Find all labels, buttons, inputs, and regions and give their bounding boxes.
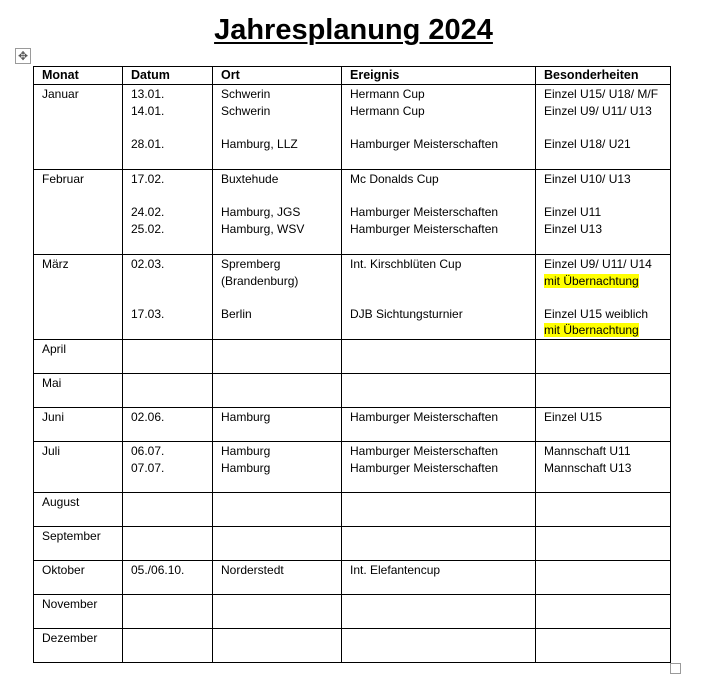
cell-ereignis[interactable]: [342, 527, 536, 561]
cell-besonderheiten[interactable]: [536, 408, 671, 442]
page-title: Jahresplanung 2024: [214, 14, 493, 46]
ort-line: [221, 119, 341, 136]
besonderheiten-text: Einzel U9/ U11/ U13: [544, 103, 652, 118]
besonderheiten-line: [544, 322, 670, 339]
table-row: [34, 408, 671, 442]
cell-ort[interactable]: [213, 340, 342, 374]
column-header-datum: Datum: [123, 67, 213, 85]
ereignis-line: [350, 256, 535, 273]
ort-line: [221, 256, 341, 273]
besonderheiten-line: [544, 171, 670, 188]
ereignis-text: Mc Donalds Cup: [350, 172, 439, 186]
cell-month[interactable]: [34, 493, 123, 527]
besonderheiten-line: [544, 204, 670, 221]
cell-month[interactable]: [34, 408, 123, 442]
datum-line: [131, 188, 212, 205]
ort-line: [221, 306, 341, 323]
cell-ort[interactable]: [213, 629, 342, 663]
ereignis-text: Hermann Cup: [350, 103, 425, 118]
ereignis-text: Int. Elefantencup: [350, 563, 441, 577]
ereignis-line: [350, 136, 535, 153]
month-label: November: [42, 597, 98, 611]
datum-text: 13.01.: [131, 87, 165, 101]
cell-besonderheiten[interactable]: [536, 442, 671, 493]
ereignis-line: [350, 86, 535, 103]
cell-month[interactable]: [34, 374, 123, 408]
month-label: Oktober: [42, 563, 85, 577]
column-header-ereignis: Ereignis: [342, 67, 536, 85]
cell-besonderheiten[interactable]: [536, 374, 671, 408]
besonderheiten-line: [544, 409, 670, 426]
cell-besonderheiten[interactable]: [536, 493, 671, 527]
ereignis-line: [350, 103, 535, 120]
cell-datum[interactable]: [123, 442, 213, 493]
datum-line: [131, 221, 212, 238]
datum-line: [131, 289, 212, 306]
ort-line: [221, 562, 341, 579]
cell-besonderheiten[interactable]: [536, 170, 671, 255]
besonderheiten-text: Mannschaft U11: [544, 444, 631, 458]
month-label: Dezember: [42, 631, 98, 645]
cell-month[interactable]: [34, 340, 123, 374]
datum-line: [131, 443, 212, 460]
ort-line: [221, 136, 341, 153]
cell-ereignis[interactable]: [342, 595, 536, 629]
besonderheiten-line: [544, 188, 670, 205]
cell-datum[interactable]: [123, 561, 213, 595]
month-label: Januar: [42, 87, 79, 101]
ort-text: Hamburg, JGS: [221, 205, 301, 219]
ereignis-line: [350, 171, 535, 188]
cell-ort[interactable]: [213, 493, 342, 527]
ort-line: [221, 171, 341, 188]
ereignis-text: Hamburger Meisterschaften: [350, 221, 499, 236]
cell-datum[interactable]: [123, 527, 213, 561]
besonderheiten-text: Einzel U10/ U13: [544, 172, 631, 186]
ort-text: Hamburg, LLZ: [221, 136, 298, 151]
cell-ort[interactable]: [213, 170, 342, 255]
besonderheiten-line: [544, 256, 670, 273]
ereignis-line: [350, 289, 535, 306]
cell-ort[interactable]: [213, 255, 342, 340]
month-label: August: [42, 495, 80, 509]
header-row: [34, 67, 671, 85]
cell-besonderheiten[interactable]: [536, 85, 671, 170]
cell-month[interactable]: [34, 561, 123, 595]
ort-line: [221, 103, 341, 120]
ereignis-line: [350, 409, 535, 426]
cell-datum[interactable]: [123, 408, 213, 442]
ort-text: Hamburg: [221, 460, 271, 475]
besonderheiten-line: [544, 306, 670, 323]
column-header-ort: Ort: [213, 67, 342, 85]
cell-ereignis[interactable]: [342, 170, 536, 255]
cell-ereignis[interactable]: [342, 629, 536, 663]
ereignis-line: [350, 273, 535, 290]
besonderheiten-text: Einzel U15/ U18/ M/F: [544, 87, 659, 101]
ort-line: [221, 86, 341, 103]
ereignis-line: [350, 119, 535, 136]
cell-ereignis[interactable]: [342, 493, 536, 527]
datum-line: [131, 256, 212, 273]
table-row: [34, 493, 671, 527]
besonderheiten-text: Einzel U13: [544, 221, 603, 236]
ort-line: [221, 204, 341, 221]
datum-line: [131, 562, 212, 579]
datum-line: [131, 119, 212, 136]
besonderheiten-line: [544, 86, 670, 103]
cell-datum[interactable]: [123, 374, 213, 408]
ereignis-text: Hamburger Meisterschaften: [350, 136, 499, 151]
cell-besonderheiten[interactable]: [536, 527, 671, 561]
month-label: Februar: [42, 172, 85, 186]
besonderheiten-text: mit Übernachtung: [544, 323, 639, 337]
ereignis-line: [350, 204, 535, 221]
month-label: April: [42, 342, 67, 356]
ort-text: Hamburg, WSV: [221, 221, 305, 236]
ort-text: Norderstedt: [221, 563, 284, 577]
ereignis-text: DJB Sichtungsturnier: [350, 306, 463, 321]
ereignis-line: [350, 443, 535, 460]
table-resize-handle[interactable]: [670, 663, 681, 674]
besonderheiten-text: Einzel U15 weiblich: [544, 306, 649, 321]
besonderheiten-line: [544, 221, 670, 238]
ereignis-text: Hamburger Meisterschaften: [350, 205, 499, 219]
ereignis-line: [350, 188, 535, 205]
besonderheiten-text: Einzel U9/ U11/ U14: [544, 257, 652, 271]
ereignis-text: Hermann Cup: [350, 87, 425, 101]
datum-line: [131, 86, 212, 103]
ereignis-line: [350, 562, 535, 579]
ort-text: Spremberg: [221, 257, 281, 271]
cell-month[interactable]: [34, 527, 123, 561]
besonderheiten-line: [544, 443, 670, 460]
cell-datum[interactable]: [123, 595, 213, 629]
table-row: [34, 527, 671, 561]
table-row: [34, 442, 671, 493]
month-label: Mai: [42, 376, 62, 390]
ereignis-text: Int. Kirschblüten Cup: [350, 257, 462, 271]
datum-line: [131, 171, 212, 188]
table-row: [34, 374, 671, 408]
table-row: [34, 340, 671, 374]
ort-line: [221, 221, 341, 238]
cell-ort[interactable]: [213, 85, 342, 170]
ereignis-text: Hamburger Meisterschaften: [350, 410, 499, 424]
ort-line: [221, 460, 341, 477]
cell-datum[interactable]: [123, 493, 213, 527]
cell-ereignis[interactable]: [342, 561, 536, 595]
cell-datum[interactable]: [123, 340, 213, 374]
cell-ort[interactable]: [213, 595, 342, 629]
ereignis-line: [350, 221, 535, 238]
cell-besonderheiten[interactable]: [536, 340, 671, 374]
cell-ereignis[interactable]: [342, 408, 536, 442]
besonderheiten-line: [544, 119, 670, 136]
besonderheiten-text: Mannschaft U13: [544, 460, 632, 475]
table-row: [34, 255, 671, 340]
besonderheiten-text: Einzel U15: [544, 410, 603, 424]
ereignis-line: [350, 460, 535, 477]
cell-month[interactable]: [34, 629, 123, 663]
datum-line: [131, 103, 212, 120]
datum-text: 25.02.: [131, 221, 165, 236]
besonderheiten-line: [544, 460, 670, 477]
ort-text: Hamburg: [221, 444, 271, 458]
datum-text: 05./06.10.: [131, 563, 185, 577]
cell-ort[interactable]: [213, 408, 342, 442]
ort-text: Schwerin: [221, 103, 271, 118]
month-label: September: [42, 529, 101, 543]
cell-datum[interactable]: [123, 255, 213, 340]
cell-month[interactable]: [34, 442, 123, 493]
cell-ort[interactable]: [213, 561, 342, 595]
cell-besonderheiten[interactable]: [536, 255, 671, 340]
ort-text: Schwerin: [221, 87, 271, 101]
cell-ereignis[interactable]: [342, 442, 536, 493]
cell-month[interactable]: [34, 255, 123, 340]
cell-besonderheiten[interactable]: [536, 629, 671, 663]
besonderheiten-text: Einzel U11: [544, 205, 602, 219]
datum-text: 17.03.: [131, 306, 165, 321]
cell-ereignis[interactable]: [342, 340, 536, 374]
cell-ereignis[interactable]: [342, 85, 536, 170]
ort-text: (Brandenburg): [221, 273, 299, 288]
month-label: Juni: [42, 410, 65, 424]
cell-ort[interactable]: [213, 374, 342, 408]
cell-month[interactable]: [34, 170, 123, 255]
ort-line: [221, 188, 341, 205]
cell-datum[interactable]: [123, 85, 213, 170]
datum-text: 02.06.: [131, 410, 165, 424]
datum-text: 17.02.: [131, 172, 165, 186]
besonderheiten-line: [544, 136, 670, 153]
table-row: [34, 595, 671, 629]
ort-text: Buxtehude: [221, 172, 279, 186]
ort-line: [221, 443, 341, 460]
datum-line: [131, 460, 212, 477]
cell-month[interactable]: [34, 85, 123, 170]
cell-month[interactable]: [34, 595, 123, 629]
schedule-table: [33, 66, 671, 663]
cell-besonderheiten[interactable]: [536, 595, 671, 629]
datum-text: 14.01.: [131, 103, 165, 118]
move-arrows-icon[interactable]: ✥: [15, 48, 31, 64]
cell-datum[interactable]: [123, 170, 213, 255]
besonderheiten-line: [544, 103, 670, 120]
ereignis-text: Hamburger Meisterschaften: [350, 460, 499, 475]
cell-ort[interactable]: [213, 527, 342, 561]
datum-line: [131, 136, 212, 153]
besonderheiten-line: [544, 289, 670, 306]
besonderheiten-line: [544, 273, 670, 290]
column-header-besonderheiten: Besonderheiten: [536, 67, 671, 85]
cell-datum[interactable]: [123, 629, 213, 663]
datum-text: 24.02.: [131, 205, 165, 219]
datum-line: [131, 204, 212, 221]
table-row: [34, 561, 671, 595]
month-label: März: [42, 257, 69, 271]
datum-line: [131, 409, 212, 426]
datum-text: 06.07.: [131, 444, 165, 458]
datum-line: [131, 306, 212, 323]
table-row: [34, 170, 671, 255]
cell-ereignis[interactable]: [342, 255, 536, 340]
month-label: Juli: [42, 444, 61, 458]
cell-ereignis[interactable]: [342, 374, 536, 408]
ort-line: [221, 289, 341, 306]
table-row: [34, 629, 671, 663]
ort-line: [221, 409, 341, 426]
besonderheiten-text: Einzel U18/ U21: [544, 136, 631, 151]
datum-text: 02.03.: [131, 257, 165, 271]
ort-line: [221, 273, 341, 290]
besonderheiten-text: mit Übernachtung: [544, 273, 639, 288]
cell-ort[interactable]: [213, 442, 342, 493]
column-header-monat: Monat: [34, 67, 123, 85]
ereignis-line: [350, 306, 535, 323]
ort-text: Hamburg: [221, 410, 271, 424]
datum-text: 07.07.: [131, 460, 165, 475]
datum-text: 28.01.: [131, 136, 165, 151]
ort-text: Berlin: [221, 306, 252, 321]
ereignis-text: Hamburger Meisterschaften: [350, 444, 499, 458]
cell-besonderheiten[interactable]: [536, 561, 671, 595]
table-row: [34, 85, 671, 170]
datum-line: [131, 273, 212, 290]
